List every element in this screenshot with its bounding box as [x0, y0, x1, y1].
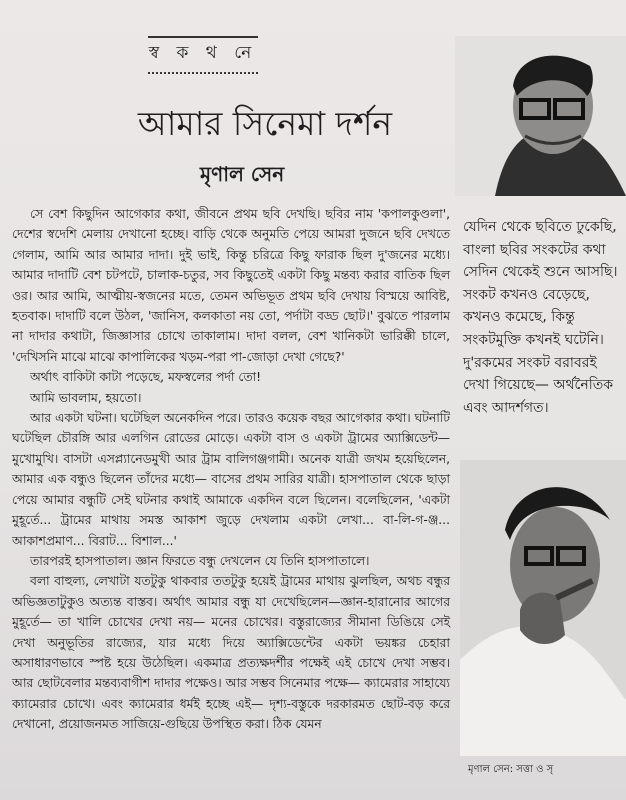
pull-quote: যেদিন থেকে ছবিতে ঢুকেছি, বাংলা ছবির সংকটের কথা সেদিন থেকেই শুনে আসছি। সংকট কখনও বেড়েছে, কখনও কমেছে, কিন্তু সংকটমুক্তি কখনই ঘটেনি। দু'রকমের সংকট বরাবরই দেখা গিয়েছে— অর্থনৈতিক এবং আদর্শগত। [463, 219, 618, 416]
author-smoking-photo [460, 460, 626, 756]
body-paragraph: সে বেশ কিছুদিন আগেকার কথা, জীবনে প্রথম ছবি দেখছি। ছবির নাম 'কপালকুণ্ডলা', দেশের স্বদেশি মেলায় দেখানো হচ্ছে। বাড়ি থেকে অনুমতি পেয়ে আমরা দুজনে ছবি দেখতে গেলাম, আমি আর আমার দাদা। দুই ভাই, কিন্তু চরিত্রে কিছু ফারাক ছিল দু'জনের মধ্যে। আমার দাদাটি বেশ চটপটে, চালাক-চতুর, সব কিছুতেই একটা কিছু মন্তব্য করার বাতিক ছিল ওর। আর আমি, আত্মীয়-স্বজনের মতে, তেমন অভিভূত প্রথম ছবি দেখায় বিস্ময়ে আবিষ্ট, হতবাক। দাদাটি বলে উঠল, 'জানিস, কলকাতা নয় তো, পর্দাটা বড্ড ছোট।' বুঝতে পারলাম না দাদার কথাটা, জিজ্ঞাসার চোখে তাকালাম। দাদা বলল, বেশ খানিকটা ভারিক্কী চালে, 'দেখিসনি মাঝে মাঝে কাপালিকের খড়ম-পরা পা-জোড়া দেখা গেছে?' [12, 207, 450, 364]
article-body [12, 204, 450, 735]
section-label: স্ব ক থ নে [148, 36, 258, 74]
photo-caption: মৃণাল সেন: সত্তা ও সৃ [468, 764, 554, 775]
body-paragraph: বলা বাহুল্য, লেখাটা যতটুকু থাকবার ততটুকু হয়েই ট্রামের মাথায় ঝুলছিল, অথচ বন্ধুর অভিজ্ঞতাটুকুও অত্যন্ত বাস্তব। অর্থাৎ আমার বন্ধু যা দেখেছিলেন—জ্ঞান-হারানোর আগের মুহূর্তে— তা খালি চোখের দেখা নয়— মনের চোখের। বস্তুরাজ্যের সীমানা ডিঙিয়ে সেই দেখা অনুভূতির রাজ্যের, যার মধ্যে দিয়ে অ্যাক্সিডেন্টের একটা ভয়ঙ্কর চেহারা অসাধারণভাবে স্পষ্ট হয়ে উঠেছিল। একমাত্র প্রত্যক্ষদর্শীর পক্ষেই এই চোখে দেখা সম্ভব। আর ছোটবেলার মন্তব্যবাগীশ দাদার পক্ষেও। আর সম্ভব সিনেমার পক্ষে— ক্যামেরার সাহায্যে ক্যামেরার চোখে। এবং ক্যামেরার ধর্মই হচ্ছে এই— দৃশ্য-বস্তুকে দরকারমত ছোট-বড় করে দেখানো, প্রয়োজনমত সাজিয়ে-গুছিয়ে উপস্থিত করা। ঠিক যেমন [12, 574, 450, 732]
body-paragraph: আমি ভাবলাম, হয়তো। [30, 390, 142, 405]
body-paragraph: আর একটা ঘটনা। ঘটেছিল অনেকদিন পরে। তারও কয়েক বছর আগেকার কথা। ঘটনাটি ঘটেছিল চৌরঙ্গি আর এলগিন রোডের মোড়ে। একটা বাস ও একটা ট্রামের অ্যাক্সিডেন্ট— মুখোমুখি। বাসটা এসপ্ল্যানেডমুখী আর ট্রাম বালিগঞ্জগামী। অনেক যাত্রী জখম হয়েছিলেন, আমার এক বন্ধুও ছিলেন তাঁদের মধ্যে— বাসের প্রথম সারির যাত্রী। হাসপাতাল থেকে ছাড়া পেয়ে আমার বন্ধুটি সেই ঘটনার কথাই আমাকে একদিন বলে ছিলেন। বলেছিলেন, 'একটা মুহূর্তে... ট্রামের মাথায় সমস্ত আকাশ জুড়ে দেখলাম একটা লেখা... বা-লি-গ-ঞ্জ... আকাশপ্রমাণ... বিরাট... বিশাল...' [12, 411, 450, 548]
body-paragraph: অর্থাৎ বাকিটা কাটা পড়েছে, মফস্বলের পর্দা তো! [30, 370, 262, 385]
author-portrait-photo [455, 36, 626, 196]
article-author: মৃণাল সেন [200, 162, 285, 186]
body-paragraph: তারপরই হাসপাতাল। জ্ঞান ফিরতে বন্ধু দেখলেন যে তিনি হাসপাতালে। [30, 553, 370, 568]
article-title: আমার সিনেমা দর্শন [137, 104, 393, 143]
